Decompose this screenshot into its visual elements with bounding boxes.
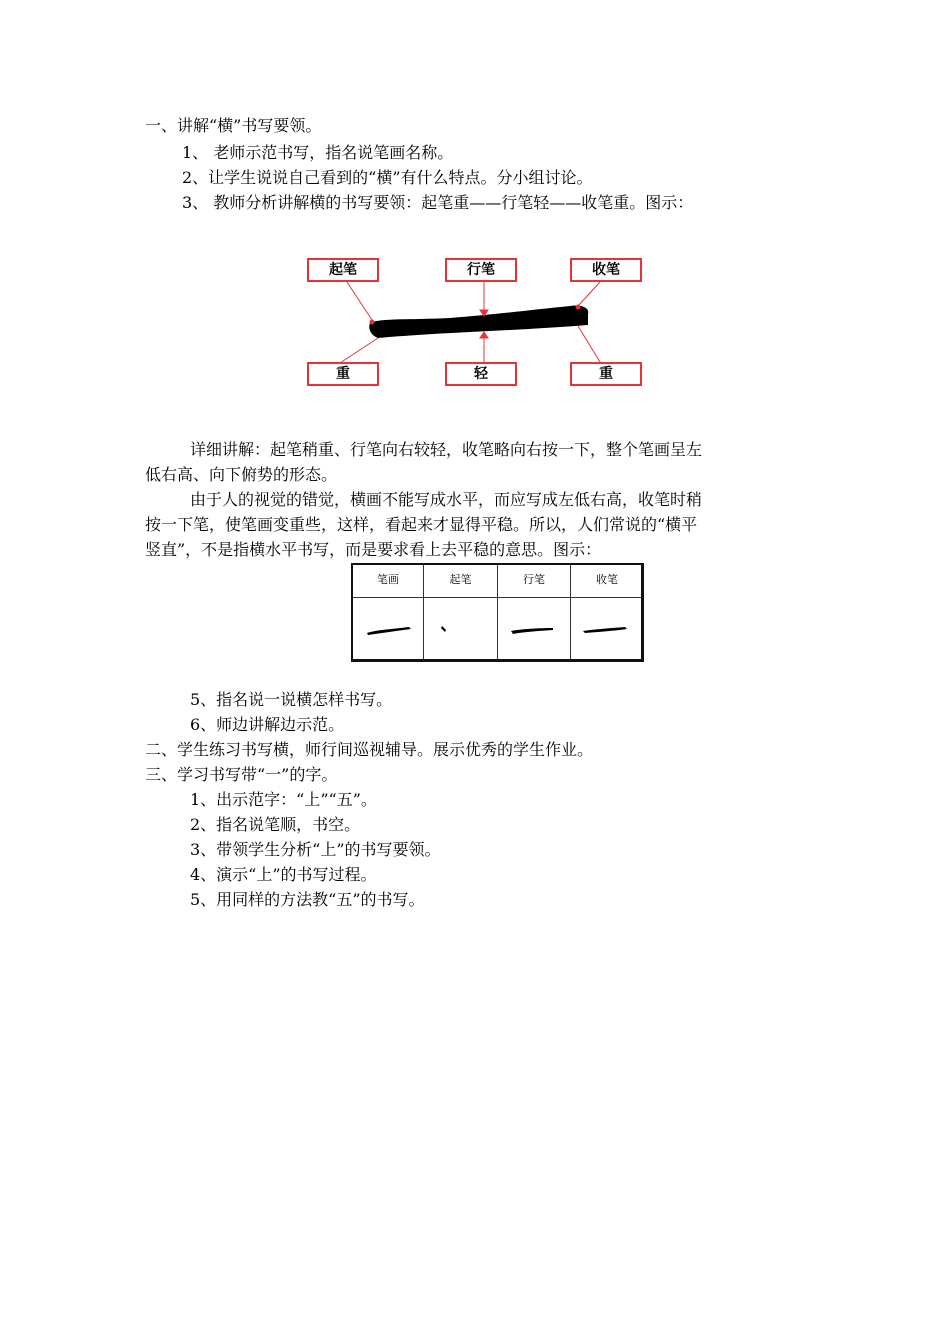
section3-item-1: 1、出示范字：“上”“五”。 <box>190 790 377 809</box>
arrow-start-bottom <box>340 338 378 363</box>
section1-item-3: 3、 教师分析讲解横的书写要领：起笔重——行笔轻——收笔重。图示： <box>182 193 694 212</box>
sample-stroke-full <box>367 627 411 635</box>
arrow-start-top <box>347 282 372 320</box>
sample-stroke-start <box>441 626 446 632</box>
section3-item-3: 3、带领学生分析“上”的书写要领。 <box>190 840 441 859</box>
section1-title: 一、讲解“横”书写要领。 <box>145 116 322 135</box>
arrow-end-top <box>578 282 600 306</box>
label-end: 收笔 <box>570 258 642 282</box>
section3-item-4: 4、演示“上”的书写过程。 <box>190 865 377 884</box>
table-header-middle: 行笔 <box>523 573 545 586</box>
stroke-samples <box>353 598 643 662</box>
detail-p1-line1: 详细讲解：起笔稍重、行笔向右较轻，收笔略向右按一下，整个笔画呈左 <box>190 440 703 459</box>
table-header-start: 起笔 <box>449 573 472 586</box>
stroke-table <box>351 563 644 662</box>
detail-p2-line1: 由于人的视觉的错觉，横画不能写成水平，而应写成左低右高，收笔时稍 <box>190 490 703 509</box>
detail-p2-line3: 竖直”，不是指横水平书写，而是要求看上去平稳的意思。图示： <box>145 540 602 559</box>
section1-item-2: 2、让学生说说自己看到的“横”有什么特点。分小组讨论。 <box>182 168 593 187</box>
label-start-weight: 重 <box>307 362 379 386</box>
section3-item-5: 5、用同样的方法教“五”的书写。 <box>190 890 425 909</box>
label-middle-weight: 轻 <box>445 362 517 386</box>
section3-title: 三、学习书写带“一”的字。 <box>145 765 338 784</box>
section1-item-5: 5、指名说一说横怎样书写。 <box>190 690 393 709</box>
section1-item-1: 1、 老师示范书写，指名说笔画名称。 <box>182 143 454 162</box>
label-middle: 行笔 <box>445 258 517 282</box>
sample-stroke-end <box>583 627 627 633</box>
sample-stroke-middle <box>511 628 553 634</box>
section2-title: 二、学生练习书写横，师行间巡视辅导。展示优秀的学生作业。 <box>145 740 594 759</box>
horizontal-stroke-diagram <box>300 250 650 400</box>
table-header-stroke: 笔画 <box>377 573 399 586</box>
label-end-weight: 重 <box>570 362 642 386</box>
brush-stroke <box>369 305 588 338</box>
table-header-end: 收笔 <box>596 573 618 586</box>
section1-item-6: 6、师边讲解边示范。 <box>190 715 345 734</box>
detail-p1-line2: 低右高、向下俯势的形态。 <box>145 465 338 484</box>
label-start: 起笔 <box>307 258 379 282</box>
arrow-end-bottom <box>578 326 600 362</box>
section3-item-2: 2、指名说笔顺，书空。 <box>190 815 361 834</box>
detail-p2-line2: 按一下笔，使笔画变重些，这样，看起来才显得平稳。所以，人们常说的“横平 <box>145 515 698 534</box>
